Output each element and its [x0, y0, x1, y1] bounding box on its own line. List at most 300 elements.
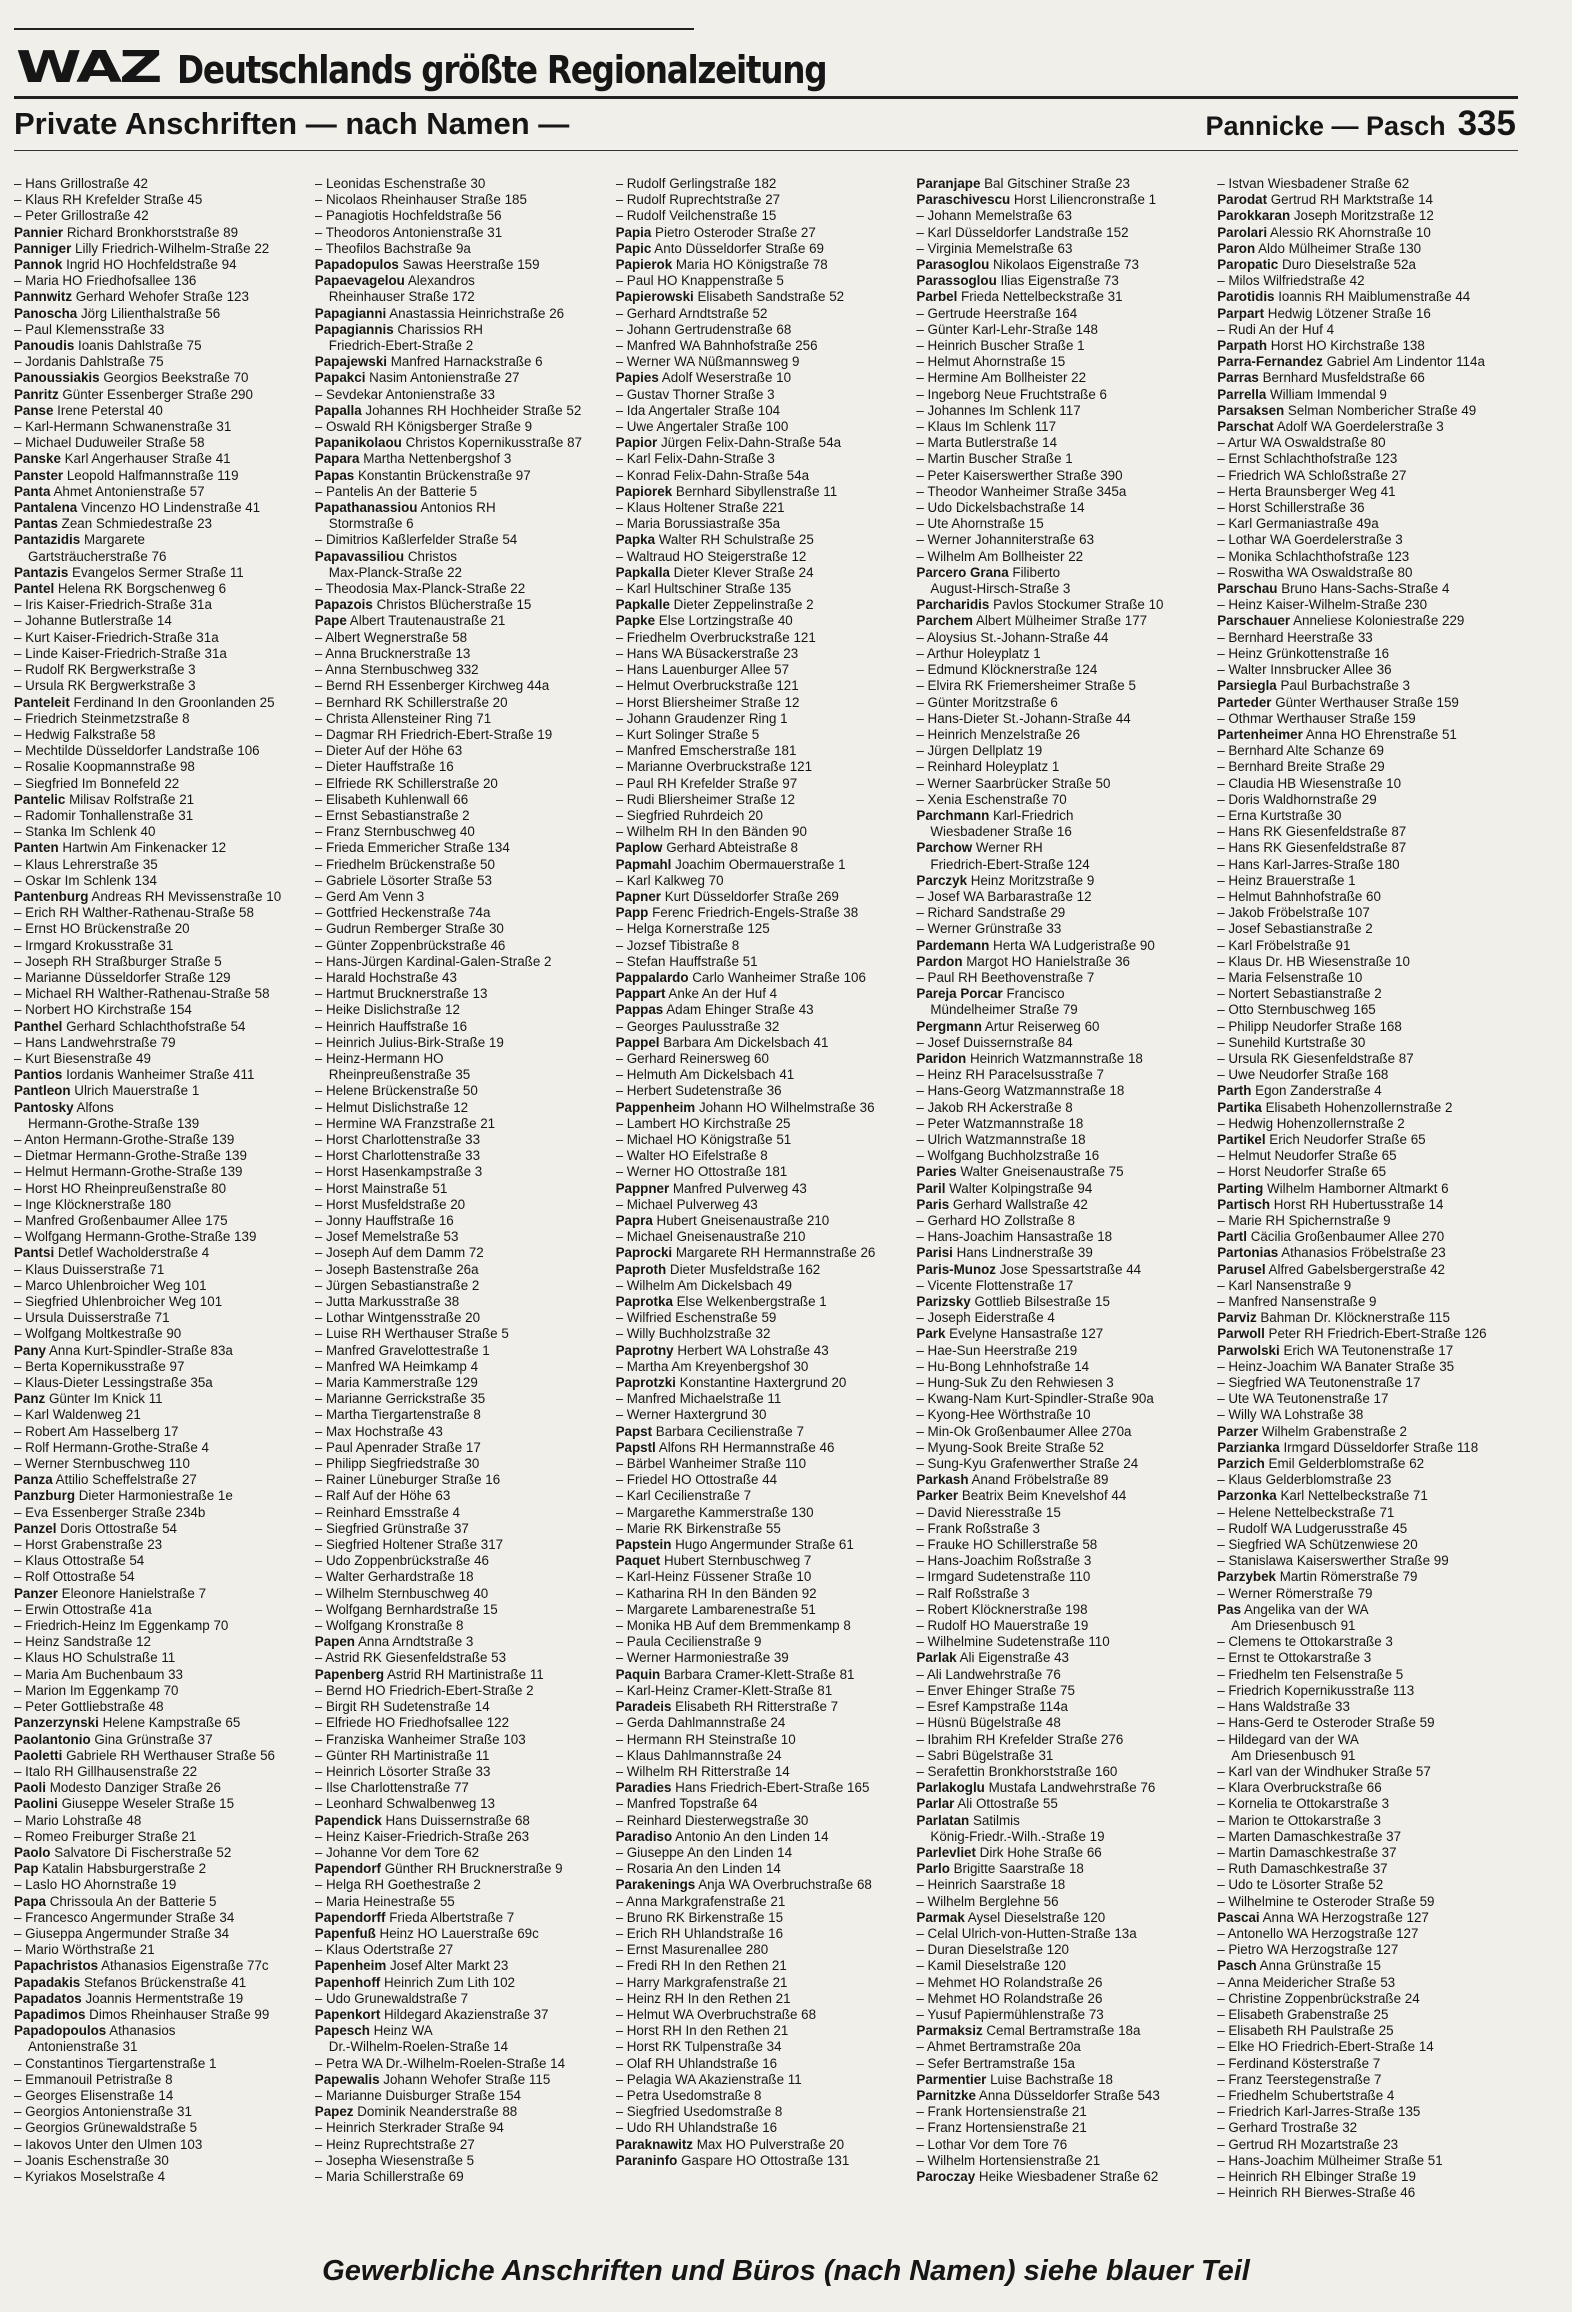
surname: Panz: [14, 1391, 46, 1407]
listing-entry: – Gertrude Heerstraße 164: [916, 305, 1078, 321]
surname-entry: [1217, 1424, 1512, 1440]
entry-text: Ali Eigenstraße 43: [956, 1650, 1070, 1666]
entry-text: Anastassia Heinrichstraße 26: [386, 305, 565, 321]
surname: Pantleon: [14, 1083, 71, 1099]
listing-entry: – Josef Memelstraße 53: [314, 1229, 459, 1245]
entry-text: Gina Grünstraße 37: [90, 1731, 213, 1747]
entry-text: Dieter Klever Straße 24: [669, 564, 814, 580]
entry-text: Peter RH Friedrich-Ebert-Straße 126: [1264, 1326, 1487, 1342]
listing-entry: – Vicente Flottenstraße 17: [916, 1277, 1074, 1293]
surname-entry: [916, 873, 1211, 889]
surname-entry: [1217, 678, 1512, 694]
surname: Parteder: [1217, 694, 1272, 710]
surname: Papia: [615, 224, 652, 240]
listing-entry: – Gottfried Heckenstraße 74a: [314, 905, 491, 921]
surname: Paridon: [916, 1050, 967, 1066]
entry-text: Horst Liliencronstraße 1: [1010, 192, 1157, 208]
surname: Pannwitz: [14, 289, 73, 305]
entry-text: Anna Arndtstraße 3: [354, 1634, 474, 1650]
listing-entry: – Karl Fröbelstraße 91: [1217, 937, 1351, 953]
surname-entry: [14, 1488, 309, 1504]
surname-entry: [315, 613, 610, 629]
surname: Parnitzke: [916, 2087, 976, 2103]
entry-text: Joannis Hermentstraße 19: [81, 1990, 244, 2006]
listing-entry: – Kurt Biesenstraße 49: [14, 1050, 151, 1066]
listing-entry: – Sevdekar Antonienstraße 33: [314, 386, 495, 402]
entry-text: Alexandros: [404, 273, 475, 289]
listing-entry: – Iakovos Unter den Ulmen 103: [14, 2136, 203, 2152]
surname: Paprotny: [615, 1342, 674, 1358]
listing-entry: – Karl Hultschiner Straße 135: [615, 581, 792, 597]
surname-entry: [916, 1019, 1211, 1035]
surname-entry: [1217, 192, 1512, 208]
surname-entry: [616, 1553, 911, 1569]
listing-entry: – Astrid RK Giesenfeldstraße 53: [314, 1650, 507, 1666]
entry-text: Anke An der Huf 4: [665, 986, 778, 1002]
entry-text: Joseph Moritzstraße 12: [1290, 208, 1434, 224]
listing-entry: – Herta Braunsberger Weg 41: [1217, 483, 1396, 499]
entry-text: Manfred Harnackstraße 6: [387, 354, 543, 370]
listing-entry: – Wilhelmine te Osteroder Straße 59: [1217, 1893, 1435, 1909]
entry-text: Martha Nettenbergshof 3: [359, 451, 512, 467]
listing-entry: – Wilfried Eschenstraße 59: [615, 1310, 777, 1326]
surname-entry: [916, 938, 1211, 954]
listing-entry: – Hartmut Brucknerstraße 13: [314, 986, 488, 1002]
entry-text: Gerhard Abteistraße 8: [662, 840, 798, 856]
surname: Papst: [615, 1423, 653, 1439]
surname: Parcharidis: [916, 597, 990, 613]
surname: Panske: [14, 451, 61, 467]
entry-text: Bernhard Musfeldstraße 66: [1258, 370, 1425, 386]
listing-entry: – Hans RK Giesenfeldstraße 87: [1217, 824, 1407, 840]
entry-text: Ingrid HO Hochfeldstraße 94: [62, 257, 237, 273]
listing-entry: – Michael HO Königstraße 51: [615, 1131, 792, 1147]
listing-entry: – Karl Felix-Dahn-Straße 3: [615, 451, 775, 467]
listing-entry: – Eva Essenberger Straße 234b: [14, 1504, 206, 1520]
entry-text: Sawas Heerstraße 159: [398, 257, 540, 273]
entry-text: Antonio An den Linden 14: [672, 1828, 829, 1844]
surname: Paroczay: [916, 2168, 976, 2184]
listing-entry: – Giuseppa Angermunder Straße 34: [14, 1925, 230, 1941]
listing-entry: – Walter HO Eifelstraße 8: [615, 1148, 768, 1164]
listing-entry: – Lambert HO Kirchstraße 25: [615, 1115, 791, 1131]
listing-entry: – Peter Watzmannstraße 18: [916, 1115, 1084, 1131]
surname: Panza: [14, 1472, 53, 1488]
listing-entry: – Klaus HO Schulstraße 11: [14, 1650, 176, 1666]
listing-entry: – Manfred Gravelottestraße 1: [314, 1342, 490, 1358]
surname: Parschau: [1217, 581, 1278, 597]
listing-entry: – Karl Nansenstraße 9: [1217, 1277, 1352, 1293]
surname: Paolantonio: [14, 1731, 91, 1747]
listing-entry: – Otto Sternbuschweg 165: [1217, 1002, 1376, 1018]
surname: Paolo: [14, 1844, 51, 1860]
listing-entry: – Hans-Joachim Hansastraße 18: [916, 1229, 1113, 1245]
listing-entry: – Giuseppe An den Linden 14: [615, 1844, 793, 1860]
surname-entry: [315, 273, 610, 289]
surname: Parchem: [916, 613, 973, 629]
entry-text: Else Welkenbergstraße 1: [672, 1294, 827, 1310]
entry-text: William Immendal 9: [1266, 386, 1387, 402]
listing-entry: – Norbert HO Kirchstraße 154: [14, 1002, 192, 1018]
entry-text: Salvatore Di Fischerstraße 52: [50, 1844, 232, 1860]
address-continuation: Max-Planck-Straße 22: [328, 564, 463, 580]
surname-entry: [315, 1813, 610, 1829]
entry-text: Helena RK Borgschenweg 6: [54, 581, 227, 597]
entry-text: Richard Bronkhorststraße 89: [63, 224, 239, 240]
listing-entry: – Karl Waldenweg 21: [14, 1407, 141, 1423]
entry-text: Cemal Bertramstraße 18a: [982, 2023, 1141, 2039]
entry-text: Carlo Wanheimer Straße 106: [688, 969, 866, 985]
listing-entry: – Siegfried Usedomstraße 8: [615, 2104, 783, 2120]
listing-entry: – Ernst Schlachthofstraße 123: [1217, 451, 1398, 467]
surname-entry: [315, 1667, 610, 1683]
surname: Paraninfo: [615, 2152, 678, 2168]
listing-entry: – Klaus Holtener Straße 221: [615, 500, 785, 516]
surname: Parzybek: [1217, 1569, 1276, 1585]
surname-entry: [616, 435, 911, 451]
surname: Pardemann: [916, 937, 990, 953]
surname: Pappalardo: [615, 969, 689, 985]
surname: Papadimos: [14, 2006, 86, 2022]
listing-entry: – Peter Gottliebstraße 48: [14, 1699, 164, 1715]
listing-entry: – Walter Innsbrucker Allee 36: [1217, 662, 1392, 678]
listing-entry: – Friedrich WA Schloßstraße 27: [1217, 467, 1407, 483]
entry-text: Anja WA Overbruchstraße 68: [695, 1877, 872, 1893]
entry-text: Modesto Danziger Straße 26: [46, 1780, 221, 1796]
listing-entry: – Siegfried Im Bonnefeld 22: [14, 775, 180, 791]
entry-text: Angelika van der WA: [1241, 1601, 1369, 1617]
surname-entry: [616, 289, 911, 305]
listing-entry: – Rudolf Veilchenstraße 15: [615, 208, 777, 224]
listing-entry: – Christine Zoppenbrückstraße 24: [1217, 1990, 1420, 2006]
surname: Pape: [314, 613, 347, 629]
listing-entry: – Elfriede HO Friedhofsallee 122: [314, 1715, 510, 1731]
surname: Panzel: [14, 1520, 57, 1536]
listing-entry: – Wolfgang Kronstraße 8: [314, 1618, 464, 1634]
surname: Papic: [615, 240, 652, 256]
listing-entry: – Philipp Siegfriedstraße 30: [314, 1456, 480, 1472]
listing-entry: – Rainer Lüneburger Straße 16: [314, 1472, 501, 1488]
surname: Papra: [615, 1213, 653, 1228]
surname-entry: [14, 241, 309, 257]
surname-entry: [14, 1732, 309, 1748]
entry-text: Katalin Habsburgerstraße 2: [38, 1861, 207, 1877]
surname-entry: [315, 2007, 610, 2023]
entry-text: Artur Reiserweg 60: [981, 1018, 1100, 1034]
surname: Paplow: [615, 840, 663, 856]
listing-entry: – Siegfried Grünstraße 37: [314, 1520, 469, 1536]
listing-entry: – Marianne Duisburger Straße 154: [314, 2087, 521, 2103]
surname: Pareja Porcar: [916, 986, 1003, 1002]
listing-entry: – Horst Charlottenstraße 33: [314, 1148, 481, 1164]
listing-entry: – Theodor Wanheimer Straße 345a: [916, 483, 1127, 499]
surname: Pappart: [615, 986, 666, 1002]
surname-entry: [916, 1813, 1211, 1829]
surname-entry: [1217, 1262, 1512, 1278]
listing-entry: – Michael Gneisenaustraße 210: [615, 1229, 806, 1245]
surname-entry: [14, 581, 309, 597]
listing-entry: – Wilhelm Sternbuschweg 40: [314, 1585, 489, 1601]
listing-entry: – Lothar Vor dem Tore 76: [916, 2136, 1068, 2152]
listing-entry: – Ulrich Watzmannstraße 18: [916, 1131, 1086, 1147]
address-continuation: Am Driesenbusch 91: [1231, 1747, 1356, 1763]
listing-entry: – Waltraud HO Steigerstraße 12: [615, 548, 807, 564]
surname-entry: [616, 225, 911, 241]
surname: Papkalla: [615, 564, 670, 580]
entry-text: Else Lortzingstraße 40: [655, 613, 793, 629]
listing-entry: – Werner HO Ottostraße 181: [615, 1164, 788, 1180]
listing-entry: – Marianne Overbruckstraße 121: [615, 759, 813, 775]
surname: Parlak: [916, 1650, 957, 1666]
surname: Papierowski: [615, 289, 694, 305]
listing-entry: – Joseph Auf dem Damm 72: [314, 1245, 484, 1261]
listing-entry: – Ernst Masurenallee 280: [615, 1942, 769, 1958]
surname-entry: [916, 2023, 1211, 2039]
entry-text: Frieda Nettelbeckstraße 31: [957, 289, 1123, 305]
column-1: [14, 176, 315, 2226]
surname: Papner: [615, 888, 661, 904]
listing-entry: – Heinz Brauerstraße 1: [1217, 872, 1356, 888]
surname: Papp: [615, 905, 649, 921]
surname-entry: [616, 905, 911, 921]
listing-entry: – Maria HO Friedhofsallee 136: [14, 273, 197, 289]
listing-entry: – Marianne Düsseldorfer Straße 129: [14, 969, 231, 985]
entry-text: Albert Mülheimer Straße 177: [972, 613, 1148, 629]
address-continuation: Gartsträucherstraße 76: [28, 548, 167, 564]
listing-entry: – Werner WA Nüßmannsweg 9: [615, 354, 800, 370]
listing-entry: – Reinhard Holeyplatz 1: [916, 759, 1060, 775]
listing-entry: – Istvan Wiesbadener Straße 62: [1217, 176, 1410, 191]
page-range: [1205, 104, 1516, 146]
surname-entry: [1217, 1343, 1512, 1359]
address-continuation: Friedrich-Ebert-Straße 2: [328, 338, 474, 354]
entry-text: Duro Dieselstraße 52a: [1278, 257, 1416, 273]
listing-entry: – Klaus Lehrerstraße 35: [14, 856, 158, 872]
listing-entry: – Joseph Bastenstraße 26a: [314, 1261, 479, 1277]
surname: Papstl: [615, 1439, 656, 1455]
entry-text: Evangelos Sermer Straße 11: [68, 564, 244, 580]
surname-entry: [315, 1958, 610, 1974]
listing-entry: – Wolfgang Moltkestraße 90: [14, 1326, 182, 1342]
listing-entry: – Elisabeth Grabenstraße 25: [1217, 2006, 1389, 2022]
surname-entry: [1217, 1132, 1512, 1148]
entry-text: Adolf WA Goerdelerstraße 3: [1273, 419, 1444, 435]
surname: Parrella: [1217, 386, 1267, 402]
surname: Pasch: [1217, 1958, 1257, 1974]
listing-entry: – Marie RH Spichernstraße 9: [1217, 1213, 1391, 1228]
listing-entry: – Jordanis Dahlstraße 75: [14, 354, 164, 370]
listing-entry: – Kurt Solinger Straße 5: [615, 726, 760, 742]
surname-entry: [916, 613, 1211, 629]
listing-entry: – Paul HO Knappenstraße 5: [615, 273, 784, 289]
entry-text: Eleonore Hanielstraße 7: [57, 1585, 207, 1601]
listing-entry: – Udo Dickelsbachstraße 14: [916, 500, 1085, 516]
surname-entry: [916, 1780, 1211, 1796]
listing-entry: – Kurt Kaiser-Friedrich-Straße 31a: [14, 629, 219, 645]
entry-text: Gertrud RH Marktstraße 14: [1267, 192, 1433, 208]
surname-entry: [916, 1181, 1211, 1197]
surname-entry: [616, 241, 911, 257]
surname-entry: [616, 613, 911, 629]
surname: Parasoglou: [916, 257, 990, 273]
listing-entry: – Harry Markgrafenstraße 21: [615, 1974, 788, 1990]
surname-entry: [315, 257, 610, 273]
listing-entry: – Hans WA Büsackerstraße 23: [615, 645, 799, 661]
surname-entry: [14, 1391, 309, 1407]
entry-text: Erich WA Teutonenstraße 17: [1279, 1342, 1454, 1358]
surname-entry: [616, 1262, 911, 1278]
listing-entry: – Wilhelm Am Dickelsbach 49: [615, 1277, 792, 1293]
listing-entry: – Günter Moritzstraße 6: [916, 694, 1058, 710]
entry-text: Gerhard Wallstraße 42: [949, 1196, 1088, 1212]
surname: Papadopulos: [314, 257, 399, 273]
listing-entry: – Stanka Im Schlenk 40: [14, 824, 156, 840]
surname-entry: [916, 273, 1211, 289]
surname-entry: [14, 289, 309, 305]
surname: Parkash: [916, 1472, 969, 1488]
surname-entry: [616, 565, 911, 581]
listing-entry: – Heinz RH In den Rethen 21: [615, 1990, 791, 2006]
entry-text: Barbara Am Dickelsbach 41: [659, 1034, 829, 1050]
entry-text: Werner RH: [972, 840, 1043, 856]
listing-entry: – Klaus Dr. HB Wiesenstraße 10: [1217, 953, 1410, 969]
entry-text: Heinrich Watzmannstraße 18: [966, 1050, 1143, 1066]
masthead-tagline: Deutschlands größte Regionalzeitung: [176, 48, 826, 92]
surname-entry: [14, 1861, 309, 1877]
listing-entry: – Gertrud RH Mozartstraße 23: [1217, 2136, 1399, 2152]
entry-text: Walter Kolpingstraße 94: [945, 1180, 1093, 1196]
entry-text: Ulrich Mauerstraße 1: [70, 1083, 200, 1099]
entry-text: Adam Ehinger Straße 43: [663, 1002, 814, 1018]
listing-entry: – Maria Am Buchenbaum 33: [14, 1666, 183, 1682]
listing-entry: – Martha Tiergartenstraße 8: [314, 1407, 481, 1423]
surname: Parlevliet: [916, 1844, 976, 1860]
listing-entry: – Lothar Wintgensstraße 20: [314, 1310, 481, 1326]
entry-text: Georgios Beekstraße 70: [99, 370, 249, 386]
surname: Pantazis: [14, 564, 69, 580]
entry-text: Kurt Düsseldorfer Straße 269: [661, 888, 839, 904]
surname-entry: [315, 2023, 610, 2039]
listing-entry: – Sunehild Kurtstraße 30: [1217, 1034, 1366, 1050]
surname: Paradeis: [615, 1699, 672, 1715]
surname: Parmaksiz: [916, 2023, 983, 2039]
listing-entry: – Kyriakos Moselstraße 4: [14, 2168, 166, 2184]
surname: Parlar: [916, 1796, 955, 1812]
surname-entry: [14, 257, 309, 273]
header-rule: [14, 150, 1518, 151]
listing-entry: – Josef WA Barbarastraße 12: [916, 888, 1092, 904]
surname: Paradiso: [615, 1828, 673, 1844]
surname-entry: [315, 370, 610, 386]
surname-entry: [616, 484, 911, 500]
entry-text: Aysel Dieselstraße 120: [964, 1909, 1106, 1925]
listing-entry: – Helmut Hermann-Grothe-Straße 139: [14, 1164, 243, 1180]
surname: Papkalle: [615, 597, 670, 613]
listing-entry: – Karl Kalkweg 70: [615, 872, 724, 888]
listing-entry: – Elisabeth Kuhlenwall 66: [314, 791, 469, 807]
listing-entry: – Xenia Eschenstraße 70: [916, 791, 1067, 807]
listing-entry: – Bärbel Wanheimer Straße 110: [615, 1456, 807, 1472]
surname-entry: [14, 1780, 309, 1796]
listing-entry: – Hung-Suk Zu den Rehwiesen 3: [916, 1375, 1114, 1391]
listing-entry: – Heinz RH Paracelsusstraße 7: [916, 1067, 1104, 1083]
listing-entry: – Hae-Sun Heerstraße 219: [916, 1342, 1078, 1358]
surname-entry: [1217, 1245, 1512, 1261]
address-continuation: August-Hirsch-Straße 3: [930, 581, 1071, 597]
entry-text: Anna Düsseldorfer Straße 543: [975, 2087, 1160, 2103]
listing-entry: – Klaus-Dieter Lessingstraße 35a: [14, 1375, 213, 1391]
surname-entry: [916, 1650, 1211, 1666]
listing-entry: – Paul Klemensstraße 33: [14, 321, 165, 337]
listing-entry: – Ernst te Ottokarstraße 3: [1217, 1650, 1372, 1666]
listing-entry: – Udo RH Uhlandstraße 16: [615, 2120, 778, 2136]
surname: Parlakoglu: [916, 1780, 985, 1796]
listing-entry: – Heinrich Saarstraße 18: [916, 1877, 1066, 1893]
entry-text: Barbara Cecilienstraße 7: [652, 1423, 804, 1439]
surname-entry: [616, 1424, 911, 1440]
surname-entry: [916, 1164, 1211, 1180]
surname-entry: [14, 1083, 309, 1099]
listing-entry: – Margarethe Kammerstraße 130: [615, 1504, 814, 1520]
surname-entry: [14, 1975, 309, 1991]
listing-entry: – Werner Johanniterstraße 63: [916, 532, 1095, 548]
surname: Pantosky: [14, 1099, 74, 1115]
entry-text: Albert Trautenaustraße 21: [346, 613, 506, 629]
entry-text: Konstantin Brückenstraße 97: [354, 467, 531, 483]
listing-entry: – Helga RH Goethestraße 2: [314, 1877, 481, 1893]
listing-entry: – Johanne Vor dem Tore 62: [314, 1844, 480, 1860]
entry-text: Jörg Lilienthalstraße 56: [77, 305, 221, 321]
listing-columns: [14, 176, 1518, 2226]
entry-text: Lilly Friedrich-Wilhelm-Straße 22: [71, 240, 270, 256]
surname: Paries: [916, 1164, 957, 1180]
listing-entry: – Esref Kampstraße 114a: [916, 1699, 1068, 1715]
address-continuation: Rheinhauser Straße 172: [328, 289, 475, 305]
surname-entry: [916, 597, 1211, 613]
entry-text: Elisabeth Sandstraße 52: [693, 289, 845, 305]
surname-entry: [315, 322, 610, 338]
listing-entry: – Helmuth Am Dickelsbach 41: [615, 1067, 795, 1083]
surname-entry: [14, 306, 309, 322]
entry-text: Ferenc Friedrich-Engels-Straße 38: [648, 905, 859, 921]
column-4: [916, 176, 1217, 2226]
surname: Parcero Grana: [916, 564, 1009, 580]
surname: Paraknawitz: [615, 2136, 693, 2152]
listing-entry: – Paul RH Krefelder Straße 97: [615, 775, 798, 791]
listing-entry: – Richard Sandstraße 29: [916, 905, 1066, 921]
listing-entry: – Maria Borussiastraße 35a: [615, 516, 781, 532]
listing-entry: – Hermine WA Franzstraße 21: [314, 1115, 496, 1131]
surname: Papadopoulos: [14, 2023, 107, 2039]
surname: Paris: [916, 1196, 950, 1212]
listing-entry: – Gerd Am Venn 3: [314, 888, 425, 904]
surname: Pantios: [14, 1067, 63, 1083]
entry-text: Ioannis RH Maiblumenstraße 44: [1274, 289, 1471, 305]
entry-text: Adolf Weserstraße 10: [658, 370, 792, 386]
surname-entry: [315, 500, 610, 516]
listing-entry: – Iris Kaiser-Friedrich-Straße 31a: [14, 597, 212, 613]
listing-entry: – Jutta Markusstraße 38: [314, 1294, 460, 1310]
listing-entry: – Martin Buscher Straße 1: [916, 451, 1073, 467]
listing-entry: – Rudi An der Huf 4: [1217, 321, 1335, 337]
surname: Pantenburg: [14, 888, 89, 904]
surname: Pergmann: [916, 1018, 982, 1034]
entry-text: Detlef Wacholderstraße 4: [54, 1245, 210, 1261]
surname-entry: [916, 1197, 1211, 1213]
listing-entry: – Dietmar Hermann-Grothe-Straße 139: [14, 1148, 247, 1164]
surname-entry: [916, 954, 1211, 970]
surname-entry: [1217, 695, 1512, 711]
